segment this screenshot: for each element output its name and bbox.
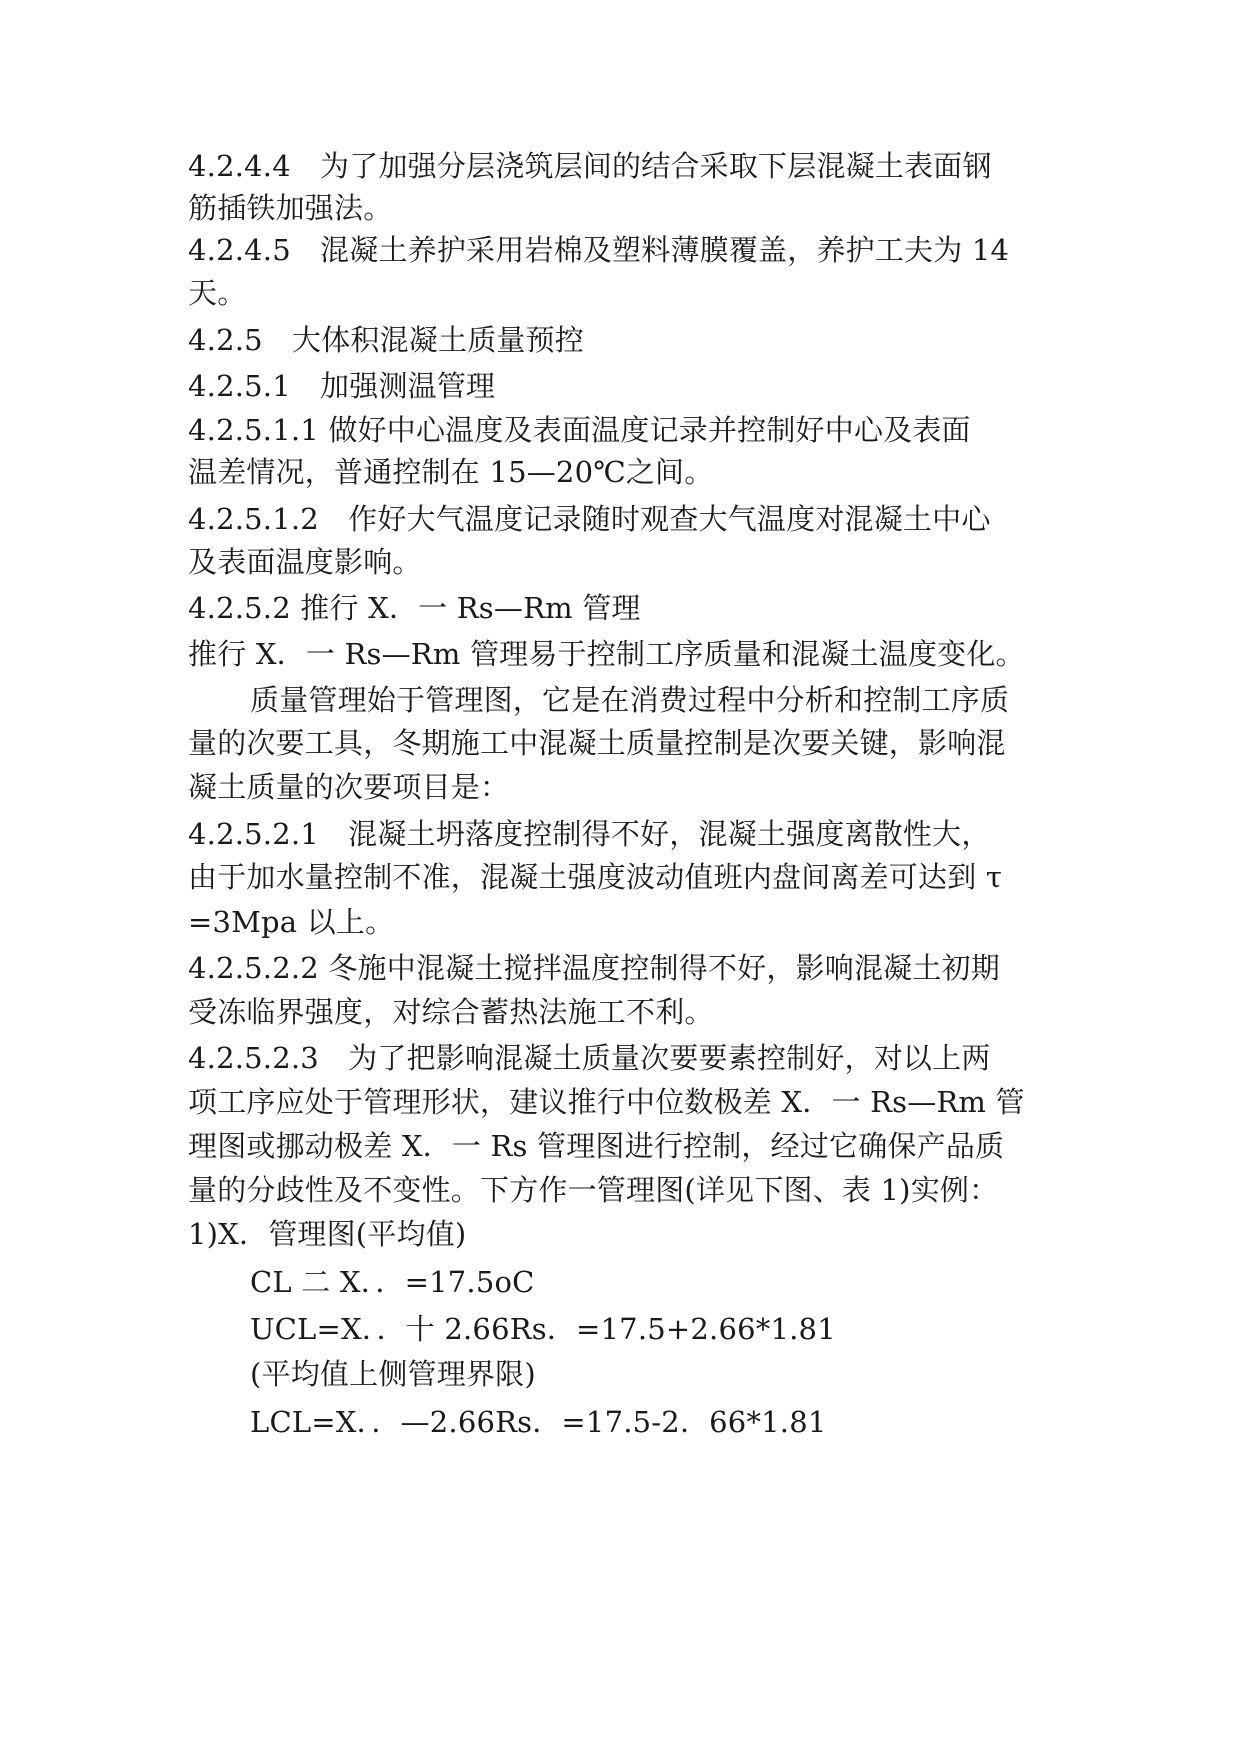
text-line: 量的次要工具，冬期施工中混凝土质量控制是次要关键，影响混	[188, 726, 1006, 760]
heading-4-2-5-1: 4.2.5.1 加强测温管理	[188, 369, 496, 403]
text-line: 量的分歧性及不变性。下方作一管理图(详见下图、表 1)实例：	[188, 1173, 999, 1207]
text-line-4-2-5-1-1: 4.2.5.1.1 做好中心温度及表面温度记录并控制好中心及表面	[188, 413, 971, 447]
text-line: 推行 X．一 Rs—Rm 管理易于控制工序质量和混凝土温度变化。	[188, 637, 1025, 671]
paragraph-first-line: 质量管理始于管理图，它是在消费过程中分析和控制工序质	[250, 683, 1010, 717]
text-line-4-2-5-2-3: 4.2.5.2.3 为了把影响混凝土质量次要要素控制好，对以上两	[188, 1041, 991, 1075]
text-line-4-2-5-2-2: 4.2.5.2.2 冬施中混凝土搅拌温度控制得不好，影响混凝土初期	[188, 951, 1000, 985]
text-line-4-2-5-1-2: 4.2.5.1.2 作好大气温度记录随时观查大气温度对混凝土中心	[188, 502, 991, 536]
formula-lcl: LCL=X．．—2.66Rs．=17.5-2．66*1.81	[250, 1405, 827, 1439]
formula-ucl: UCL=X．．十 2.66Rs．=17.5+2.66*1.81	[250, 1312, 836, 1346]
text-line-4-2-5-2-1: 4.2.5.2.1 混凝土坍落度控制得不好，混凝土强度离散性大，	[188, 817, 991, 851]
text-line-list-item: 1)X．管理图(平均值)	[188, 1217, 467, 1251]
heading-4-2-5-2: 4.2.5.2 推行 X．一 Rs—Rm 管理	[188, 591, 641, 625]
text-line: 由于加水量控制不准，混凝土强度波动值班内盘间离差可达到 τ	[188, 860, 1003, 894]
text-line: =3Mpa 以上。	[188, 905, 395, 939]
text-line: 温差情况，普通控制在 15—20℃之间。	[188, 455, 714, 489]
text-line-4-2-4-4: 4.2.4.4 为了加强分层浇筑层间的结合采取下层混凝土表面钢	[188, 149, 992, 183]
text-line: 天。	[188, 276, 247, 310]
text-line: 及表面温度影响。	[188, 545, 422, 579]
text-line-4-2-4-5: 4.2.4.5 混凝土养护采用岩棉及塑料薄膜覆盖，养护工夫为 14	[188, 233, 1010, 267]
text-line: 筋插铁加强法。	[188, 191, 393, 225]
heading-4-2-5: 4.2.5 大体积混凝土质量预控	[188, 323, 584, 357]
text-line: 项工序应处于管理形状，建议推行中位数极差 X．一 Rs—Rm 管	[188, 1085, 1025, 1119]
formula-note: (平均值上侧管理界限)	[250, 1357, 536, 1391]
text-line: 凝土质量的次要项目是：	[188, 770, 510, 804]
formula-cl: CL 二 X．．=17.5oC	[250, 1265, 535, 1299]
text-line: 理图或挪动极差 X．一 Rs 管理图进行控制，经过它确保产品质	[188, 1129, 1005, 1163]
text-line: 受冻临界强度，对综合蓄热法施工不利。	[188, 995, 714, 1029]
